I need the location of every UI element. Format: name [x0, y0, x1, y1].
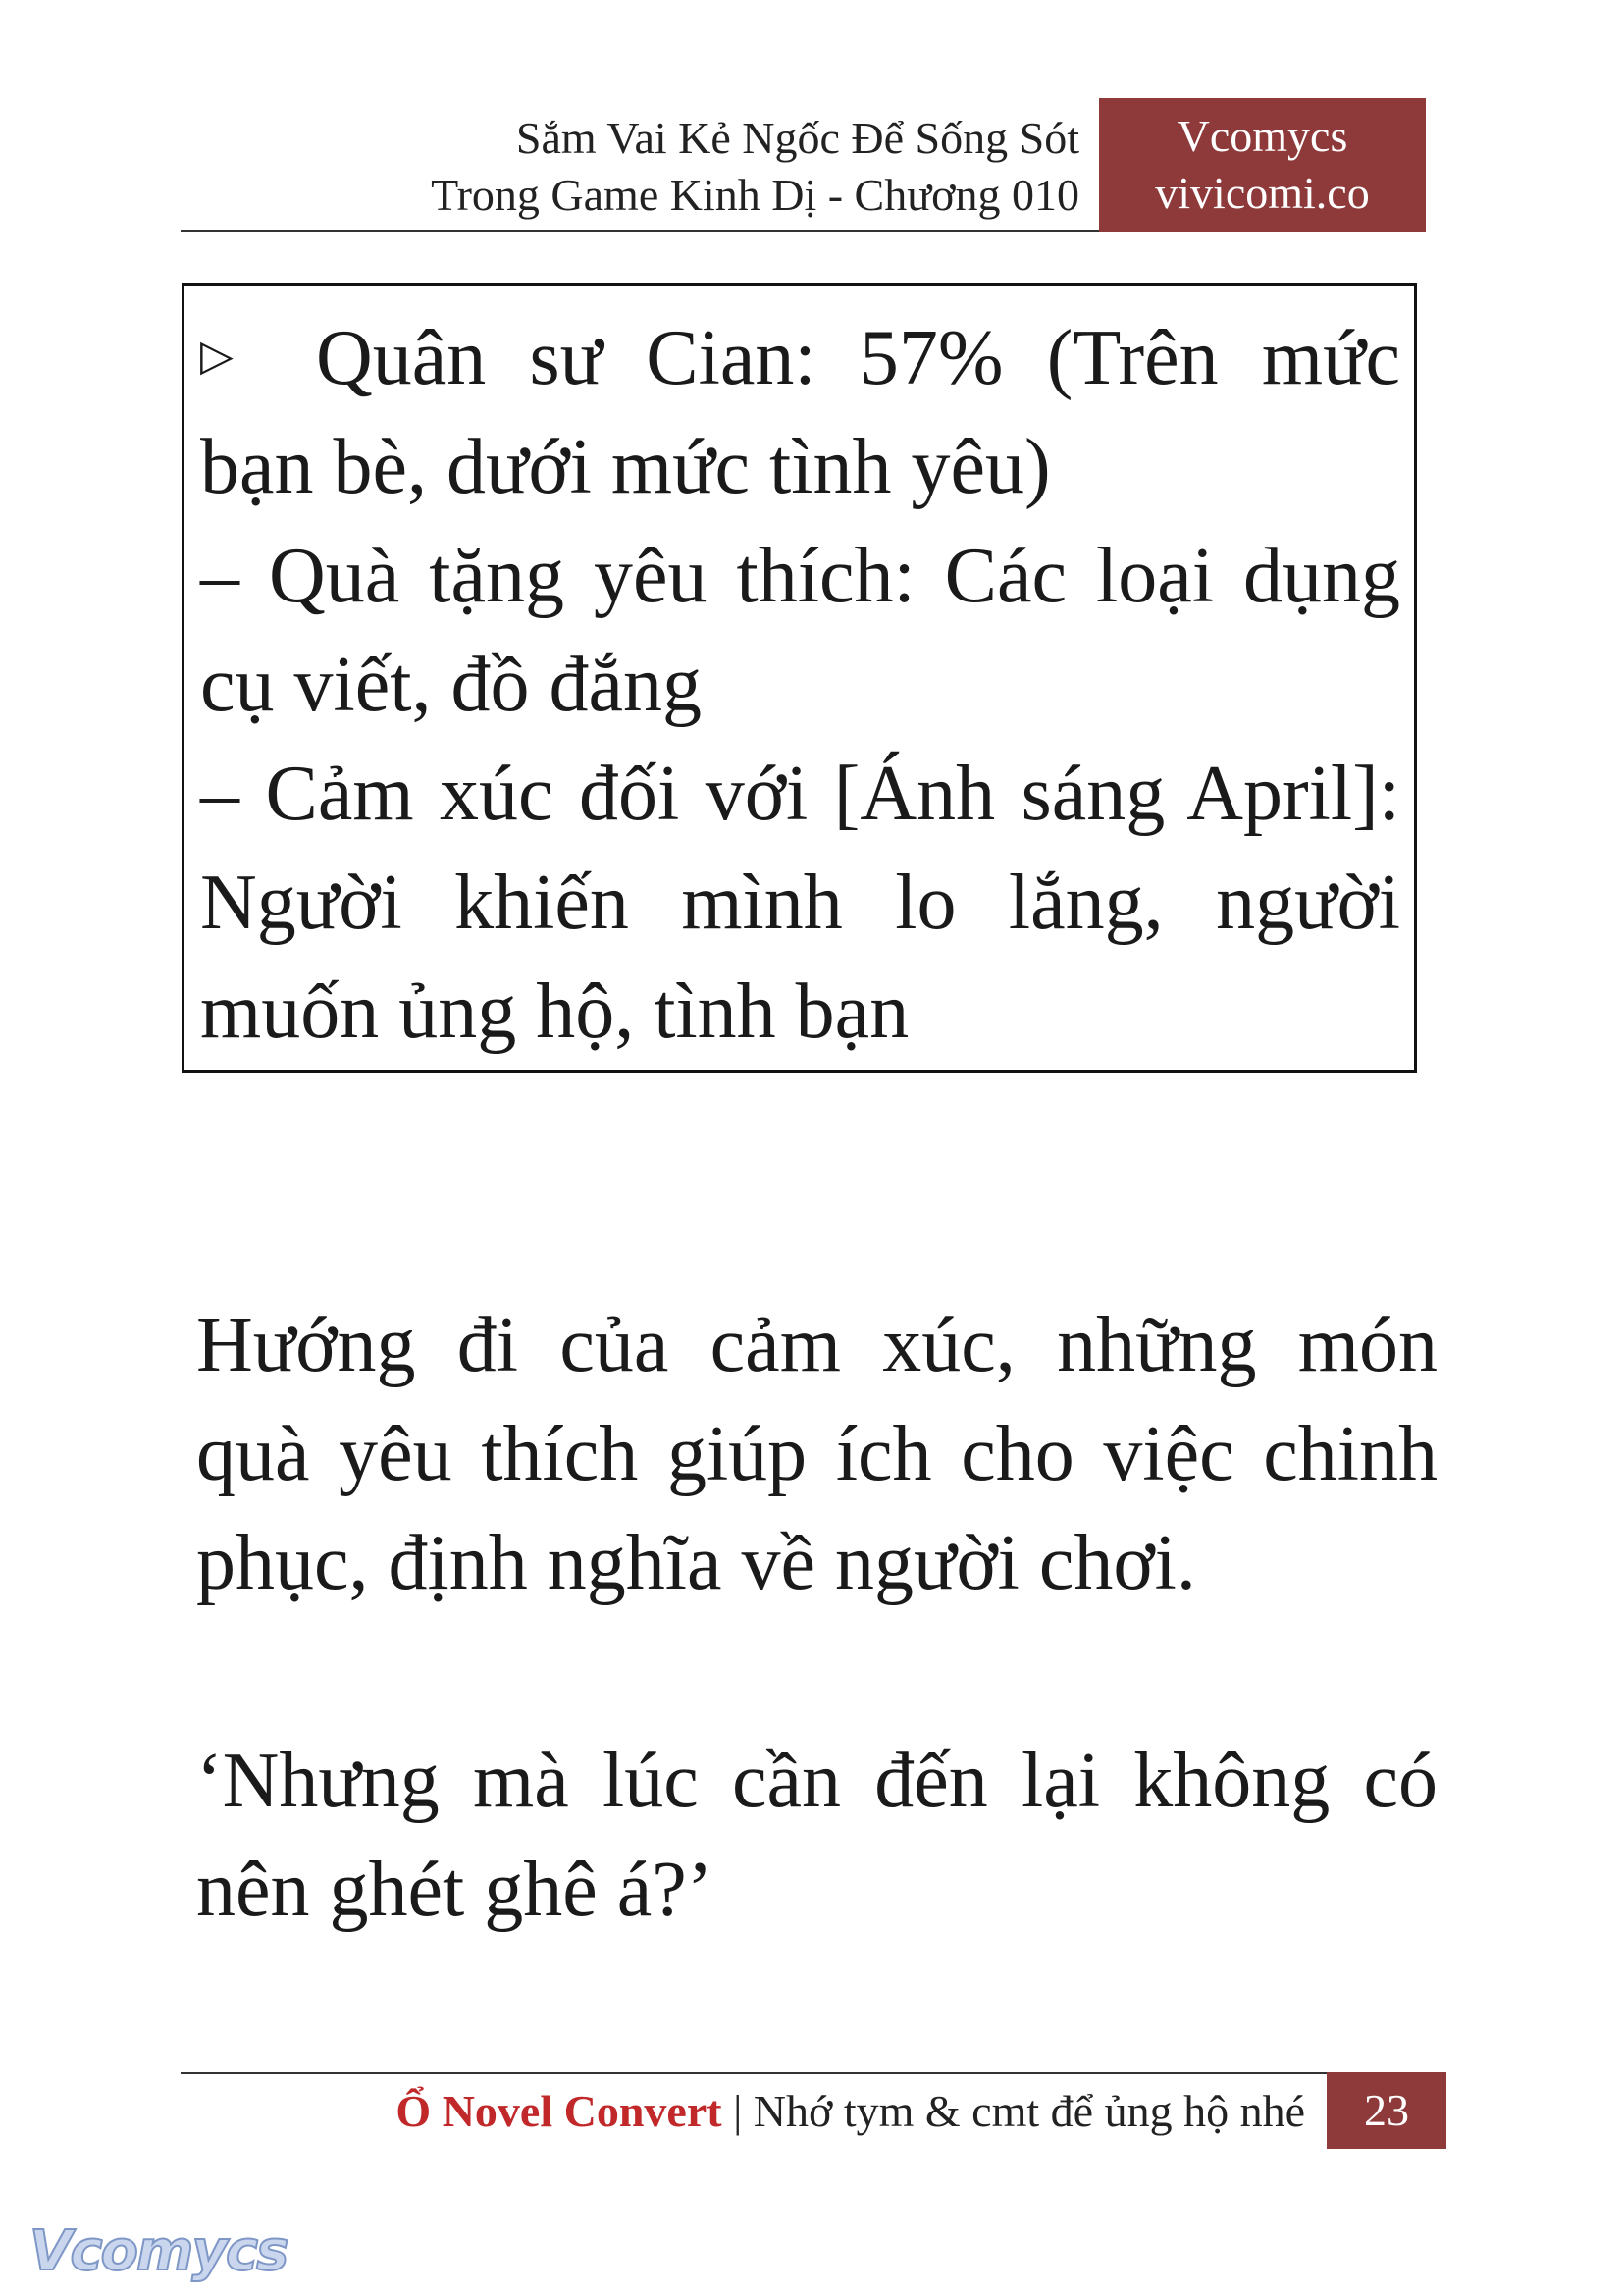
footer-brand: Ổ Novel Convert — [395, 2086, 722, 2136]
footer-divider — [181, 2072, 1329, 2074]
status-line-affection — [200, 301, 1400, 522]
status-line-feelings: – Cảm xúc đối với [Ánh sáng April]: Người khiến mình lo lắng, người muốn ủng hộ, tình bạn — [200, 751, 1400, 1055]
site-badge — [1099, 98, 1426, 232]
footer-credit — [196, 2084, 1305, 2139]
chapter-title-line2: Trong Game Kinh Dị - Chương 010 — [431, 170, 1079, 220]
site-badge-url: vivicomi.co — [1155, 168, 1370, 218]
body-paragraph-2 — [196, 1727, 1438, 1945]
chapter-title-line1: Sắm Vai Kẻ Ngốc Để Sống Sót — [515, 113, 1079, 163]
chapter-title — [294, 110, 1079, 224]
footer-separator: | — [733, 2086, 743, 2136]
header-divider — [181, 230, 1099, 232]
site-badge-name: Vcomycs — [1177, 111, 1348, 161]
paragraph-text: Hướng đi của cảm xúc, những món quà yêu thích giúp ích cho việc chinh phục, định nghĩa về người chơi. — [196, 1302, 1438, 1606]
status-line-gifts: – Quà tặng yêu thích: Các loại dụng cụ viết, đồ đắng — [200, 533, 1400, 728]
status-affection-text: Quân sư Cian: 57% (Trên mức bạn bè, dưới mức tình yêu) — [200, 315, 1400, 510]
status-window — [182, 283, 1417, 1073]
triangle-bullet-icon: ▷ — [200, 332, 234, 380]
body-paragraph-1 — [196, 1291, 1438, 1618]
watermark-logo: Vcomycs — [29, 2219, 288, 2283]
paragraph-text: ‘Nhưng mà lúc cần đến lại không có nên ghét ghê á?’ — [196, 1738, 1438, 1933]
footer-cta: Nhớ tym & cmt để ủng hộ nhé — [753, 2086, 1305, 2136]
page-number: 23 — [1327, 2072, 1446, 2149]
